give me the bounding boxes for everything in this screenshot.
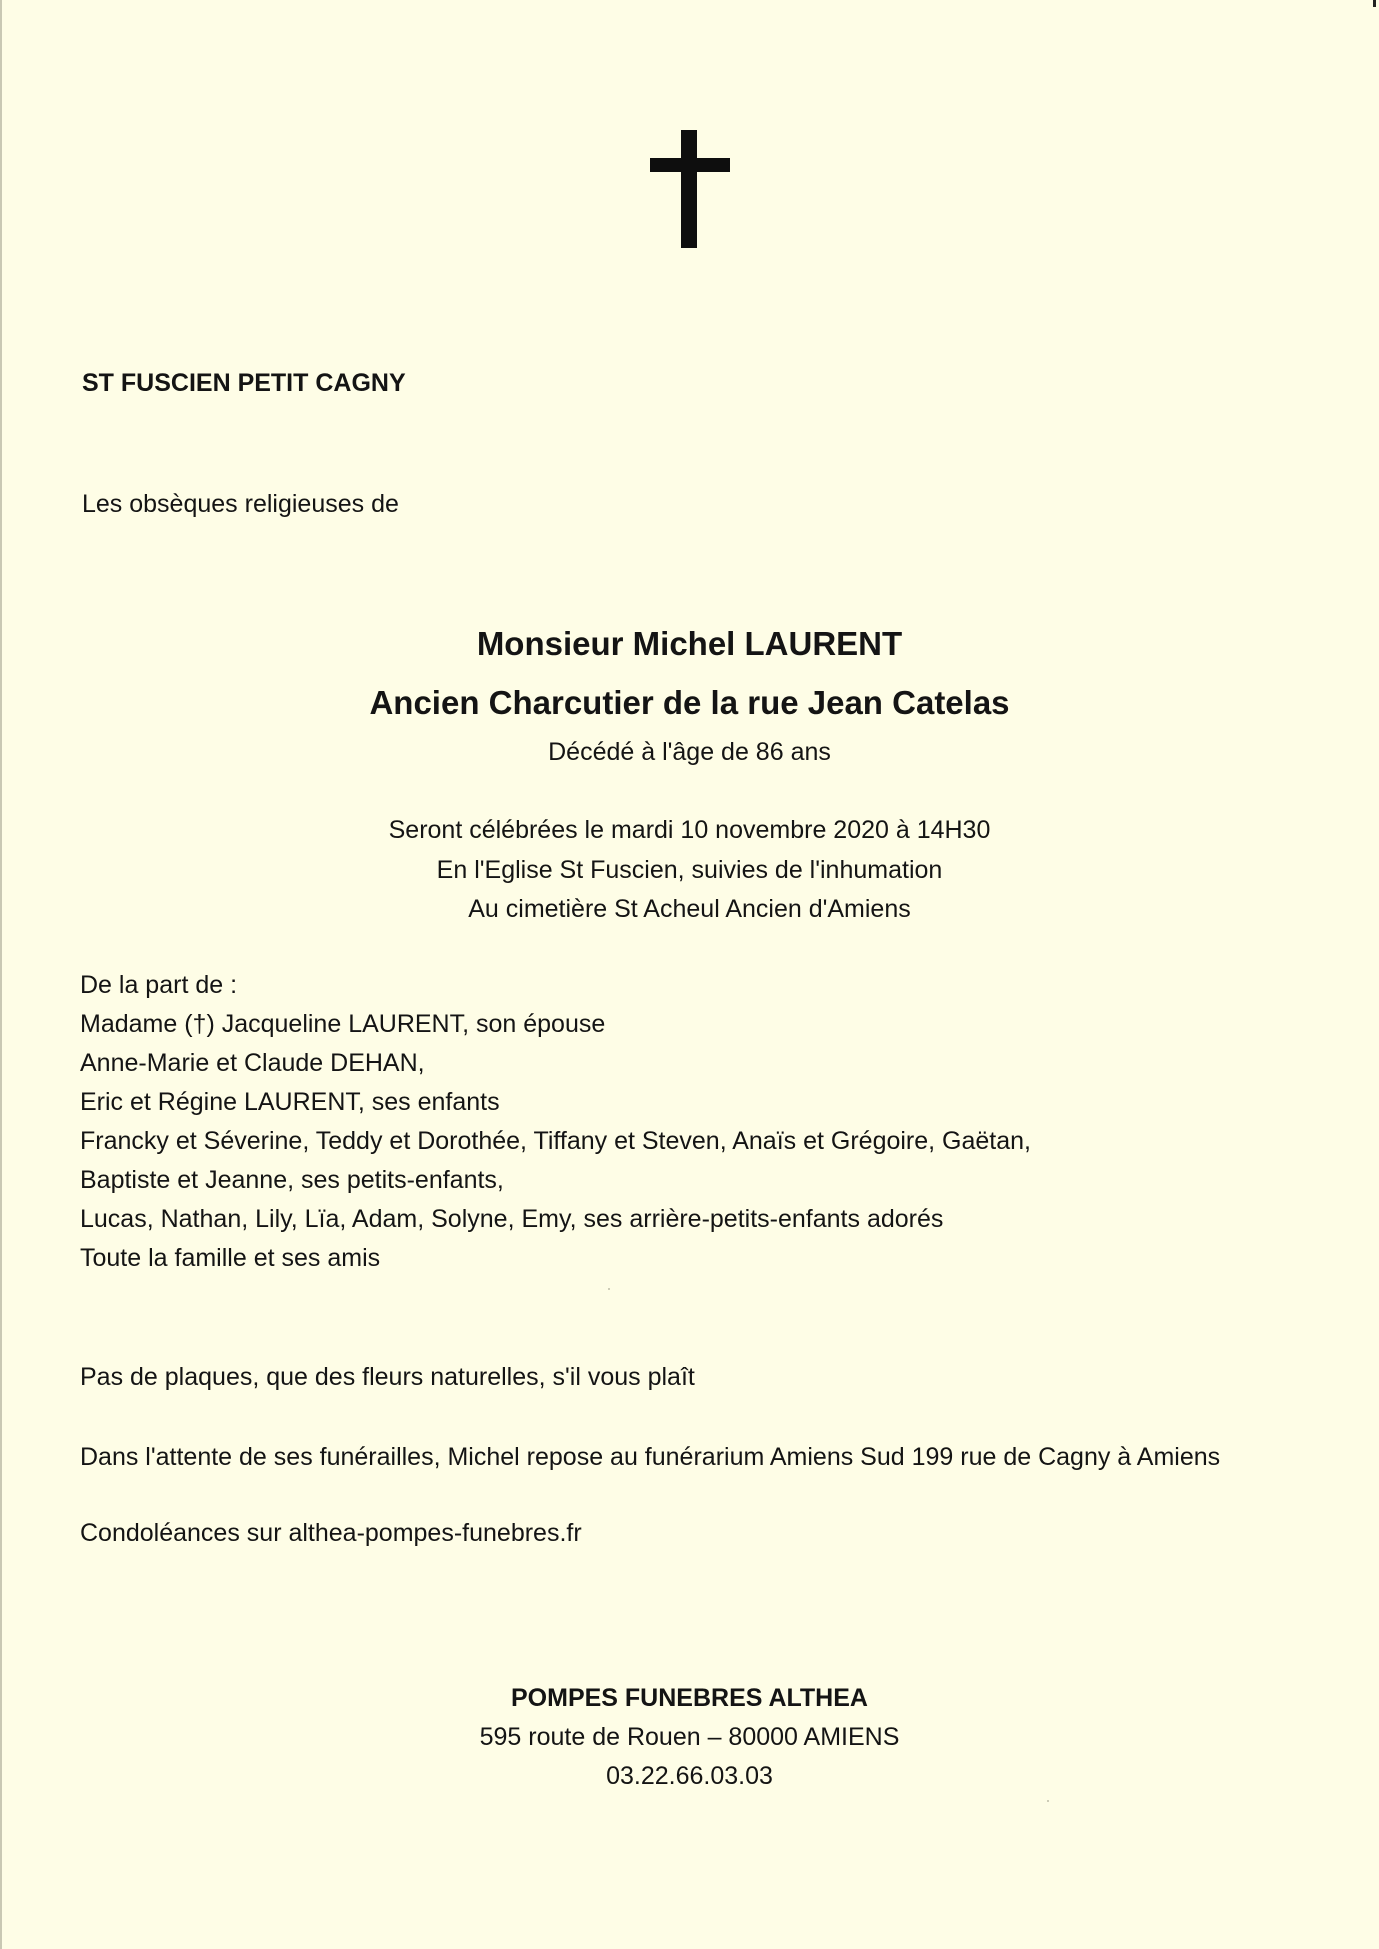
deceased-title: Ancien Charcutier de la rue Jean Catelas xyxy=(369,684,1010,721)
company-phone: 03.22.66.03.03 xyxy=(606,1762,773,1790)
family-line: Anne-Marie et Claude DEHAN, xyxy=(80,1049,425,1077)
ceremony-line: Seront célébrées le mardi 10 novembre 2020 à 14H30 xyxy=(388,816,991,844)
family-intro: De la part de : xyxy=(80,971,238,999)
ceremony-line: En l'Eglise St Fuscien, suivies de l'inhumation xyxy=(436,856,943,884)
deceased-name: Monsieur Michel LAURENT xyxy=(476,625,903,662)
company-address: 595 route de Rouen – 80000 AMIENS xyxy=(479,1723,900,1751)
funerarium-note: Dans l'attente de ses funérailles, Michel repose au funérarium Amiens Sud 199 rue de Cagny à Amiens xyxy=(80,1443,1221,1471)
cross-icon xyxy=(650,130,730,248)
page-left-edge xyxy=(0,0,2,1949)
parish-heading: ST FUSCIEN PETIT CAGNY xyxy=(82,369,406,397)
family-line: Lucas, Nathan, Lily, Lïa, Adam, Solyne, Emy, ses arrière-petits-enfants adorés xyxy=(80,1205,944,1233)
condolences-note: Condoléances sur althea-pompes-funebres.fr xyxy=(80,1519,582,1547)
family-line: Toute la famille et ses amis xyxy=(80,1244,381,1272)
intro-text: Les obsèques religieuses de xyxy=(82,490,399,518)
family-line: Eric et Régine LAURENT, ses enfants xyxy=(80,1088,500,1116)
funeral-company: POMPES FUNEBRES ALTHEA xyxy=(511,1684,868,1712)
scan-corner-mark xyxy=(1373,0,1376,7)
ceremony-line: Au cimetière St Acheul Ancien d'Amiens xyxy=(468,895,911,923)
scan-speck xyxy=(608,1288,610,1290)
deceased-age: Décédé à l'âge de 86 ans xyxy=(548,738,831,766)
family-line: Baptiste et Jeanne, ses petits-enfants, xyxy=(80,1166,504,1194)
flowers-note: Pas de plaques, que des fleurs naturelles, s'il vous plaît xyxy=(80,1363,695,1391)
family-line: Madame (†) Jacqueline LAURENT, son épouse xyxy=(80,1010,606,1038)
family-line: Francky et Séverine, Teddy et Dorothée, Tiffany et Steven, Anaïs et Grégoire, Gaëtan, xyxy=(80,1127,1032,1155)
scan-speck xyxy=(1047,1800,1049,1802)
